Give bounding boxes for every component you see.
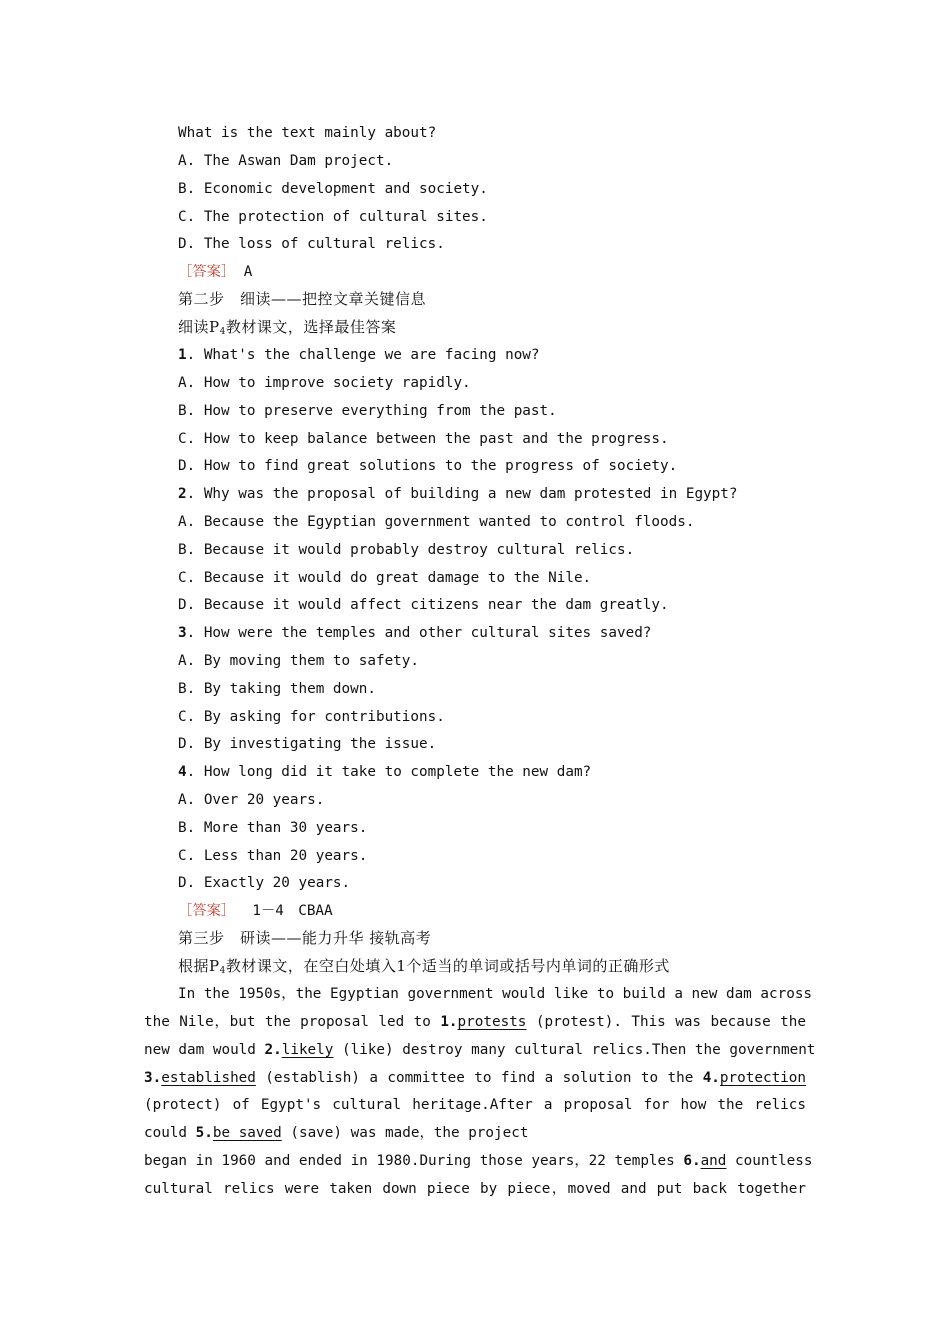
answer-label: ［答案］ [178,264,236,280]
blank-number: 2. [264,1042,282,1058]
q1-option-a: A. How to improve society rapidly. [178,375,471,391]
question-number: 3 [178,625,187,641]
q3-option-c: C. By asking for contributions. [178,709,445,725]
instruction-text: 教材课文，在空白处填入1个适当的单词或括号内单词的正确形式 [225,957,670,975]
question-text: . What's the challenge we are facing now? [186,347,540,363]
blank-number: 3. [144,1070,162,1086]
passage-text: (protest). This was because the [526,1014,806,1030]
option-a: A. The Aswan Dam project. [178,153,394,169]
blank-number: 1. [440,1014,458,1030]
question-text: . How long did it take to complete the new dam? [186,764,592,780]
main-question: What is the text mainly about? [178,125,437,141]
passage-line-3 [144,1041,816,1059]
answer-line [178,263,252,281]
q1-option-c: C. How to keep balance between the past and the progress. [178,431,669,447]
passage-line-5: (protect) of Egypt's cultural heritage.After a proposal for how the relics [144,1097,806,1113]
q3-option-d: D. By investigating the issue. [178,736,437,752]
step2-instruction [178,318,396,341]
q4-option-b: B. More than 30 years. [178,820,368,836]
instruction-text: 教材课文，选择最佳答案 [225,318,397,336]
step2-answer-line [178,902,333,920]
question-text: . Why was the proposal of building a new dam protested in Egypt? [186,486,738,502]
blank-answer: likely [281,1042,334,1058]
q3-option-a: A. By moving them to safety. [178,653,420,669]
passage-text: began in 1960 and ended in 1980.During those years，22 temples [144,1153,684,1169]
passage-line-4 [144,1069,806,1087]
answer-value: 1－4 CBAA [252,903,333,919]
question-number: 2 [178,486,187,502]
option-b: B. Economic development and society. [178,181,488,197]
passage-text: countless [726,1153,813,1169]
question-number: 4 [178,764,187,780]
question-3 [178,624,651,642]
instruction-text: 根据P [178,957,220,975]
blank-number: 6. [683,1153,701,1169]
passage-line-2 [144,1013,806,1031]
step3-title: 第三步 研读——能力升华 接轨高考 [178,929,432,947]
step2-title: 第二步 细读——把控文章关键信息 [178,290,427,308]
passage-text: the Nile，but the proposal led to [144,1014,441,1030]
q3-option-b: B. By taking them down. [178,681,376,697]
passage-line-1 [144,985,813,1003]
q2-option-c: C. Because it would do great damage to the Nile. [178,570,592,586]
instruction-subscript: 4 [219,327,226,337]
answer-label: ［答案］ [178,903,236,919]
question-2 [178,485,738,503]
passage-text: (save) was made，the project [281,1125,529,1141]
blank-answer: established [161,1070,256,1086]
q4-option-a: A. Over 20 years. [178,792,325,808]
option-c: C. The protection of cultural sites. [178,209,488,225]
q1-option-d: D. How to find great solutions to the progress of society. [178,458,678,474]
q2-option-d: D. Because it would affect citizens near the dam greatly. [178,597,669,613]
passage-line-8: cultural relics were taken down piece by piece，moved and put back together [144,1181,806,1197]
blank-number: 5. [195,1125,213,1141]
passage-text: new dam would [144,1042,265,1058]
step3-instruction [178,957,670,980]
blank-number: 4. [702,1070,720,1086]
question-4 [178,763,591,781]
instruction-text: 细读P [178,318,220,336]
question-number: 1 [178,347,187,363]
passage-text: (establish) a committee to find a solution to the [255,1070,703,1086]
blank-answer: protests [457,1014,527,1030]
q4-option-c: C. Less than 20 years. [178,848,368,864]
q4-option-d: D. Exactly 20 years. [178,875,351,891]
passage-text: could [144,1125,196,1141]
blank-answer: protection [719,1070,806,1086]
q2-option-b: B. Because it would probably destroy cultural relics. [178,542,635,558]
passage-line-7 [144,1152,813,1170]
option-d: D. The loss of cultural relics. [178,236,445,252]
instruction-subscript: 4 [219,966,226,976]
passage-line-6 [144,1124,806,1142]
passage-text: In the 1950s，the Egyptian government would like to build a new dam across [178,986,813,1002]
answer-value: A [243,264,253,280]
passage-text: (like) destroy many cultural relics.Then the government [333,1042,816,1058]
question-1 [178,346,540,364]
q1-option-b: B. How to preserve everything from the past. [178,403,557,419]
blank-answer: be saved [212,1125,282,1141]
q2-option-a: A. Because the Egyptian government wanted to control floods. [178,514,695,530]
question-text: . How were the temples and other cultural sites saved? [186,625,652,641]
blank-answer: and [700,1153,727,1169]
